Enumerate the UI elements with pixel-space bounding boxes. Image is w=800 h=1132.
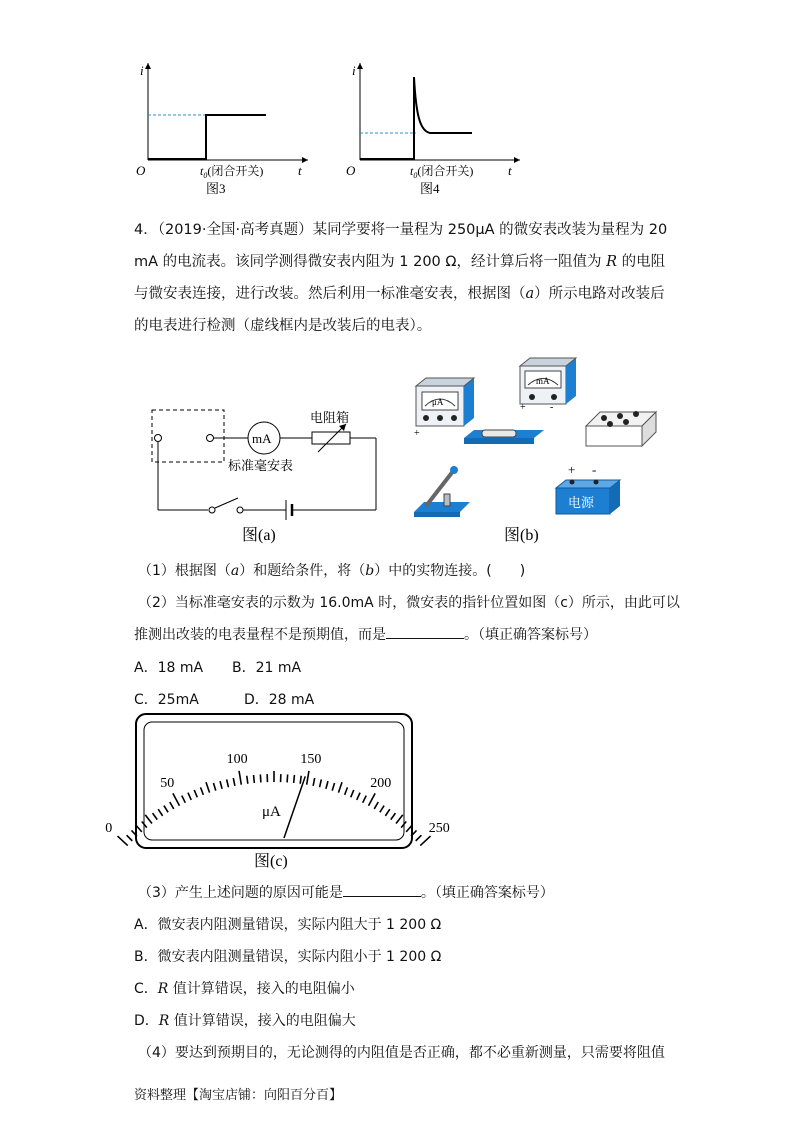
knife-switch-icon bbox=[414, 466, 470, 517]
meter-tick bbox=[260, 774, 261, 782]
meter-tick bbox=[300, 776, 301, 784]
option-2a: A．18 mA bbox=[134, 660, 204, 676]
graph-4-caption: 图4 bbox=[420, 181, 440, 196]
figure-c-meter bbox=[105, 712, 450, 872]
figure-a-circuit bbox=[140, 398, 390, 548]
figure-c-caption: 图(c) bbox=[254, 853, 288, 870]
ma-meter-label: mA bbox=[252, 431, 272, 446]
meter-tick bbox=[247, 776, 248, 784]
meter-tick bbox=[287, 774, 288, 782]
meter-tick-label: 250 bbox=[428, 820, 450, 836]
question-2-line-2: 推测出改装的电表量程不是预期值，而是 。（填正确答案标号） bbox=[134, 624, 597, 644]
current-curve bbox=[148, 115, 266, 159]
meter-tick-label: 150 bbox=[300, 752, 322, 768]
meter-tick-label: 50 bbox=[160, 775, 175, 791]
microammeter-icon bbox=[414, 378, 474, 439]
t-label: t bbox=[298, 163, 302, 178]
svg-text:+: + bbox=[520, 402, 526, 413]
milliammeter-icon bbox=[520, 358, 576, 413]
meter-tick-label: 200 bbox=[370, 775, 392, 791]
option-3d: D．R 值计算错误，接入的电阻偏大 bbox=[134, 1013, 356, 1029]
meter-tick bbox=[254, 775, 255, 783]
meter-tick bbox=[294, 775, 295, 783]
meter-tick bbox=[420, 836, 430, 846]
question-3: （3）产生上述问题的原因可能是 。（填正确答案标号） bbox=[138, 882, 554, 902]
option-2b: B．21 mA bbox=[232, 660, 302, 676]
problem-source: （2019·全国·高考真题） bbox=[157, 222, 313, 238]
option-3a: A．微安表内阻测量错误，实际内阻大于 1 200 Ω bbox=[134, 917, 442, 933]
meter-tick bbox=[416, 835, 422, 841]
figure-a-caption: 图(a) bbox=[242, 527, 276, 544]
footer-text: 资料整理【淘宝店铺：向阳百分百】 bbox=[134, 1088, 343, 1103]
graph-4 bbox=[338, 55, 528, 195]
question-1: （1）根据图（a）和题给条件，将（b）中的实物连接。( ) bbox=[138, 563, 526, 579]
meter-tick-label: 0 bbox=[105, 820, 113, 836]
svg-text:-: - bbox=[550, 402, 554, 413]
i-label: i bbox=[140, 63, 144, 78]
svg-text:+: + bbox=[568, 462, 576, 477]
i-label: i bbox=[352, 63, 356, 78]
svg-text:-: - bbox=[592, 462, 597, 477]
standard-meter-label: 标准毫安表 bbox=[228, 458, 294, 473]
option-2c: C．25mA bbox=[134, 692, 199, 708]
terminal-right bbox=[207, 435, 214, 442]
graph-3-caption: 图3 bbox=[206, 181, 226, 196]
power-supply-icon bbox=[556, 462, 620, 514]
power-supply-label: 电源 bbox=[568, 495, 595, 510]
meter-tick bbox=[127, 835, 133, 841]
resistor-box-icon bbox=[312, 432, 350, 444]
switch-icon bbox=[209, 507, 215, 513]
option-3c: C．R 值计算错误，接入的电阻偏小 bbox=[134, 981, 355, 997]
figure-b-caption: 图(b) bbox=[504, 527, 539, 544]
answer-blank-q2[interactable] bbox=[386, 624, 464, 639]
terminal-left bbox=[155, 435, 162, 442]
svg-text:μA: μA bbox=[432, 397, 444, 407]
t0-label: $t_0$(闭合开关) bbox=[200, 164, 264, 180]
problem-stem: 4．（2019·全国·高考真题）某同学要将一量程为 250μA 的微安表改装为量程为 20 mA 的电流表。该同学测得微安表内阻为 1 200 Ω，经计算后将一阻值为 R 的电阻与微安表连接，进行改装。然后利用一标准毫安表，根据图（a）所示电路对改装后的电表进行检测（虚线框内是改装后的电表）。 bbox=[134, 222, 668, 334]
origin-label: O bbox=[136, 163, 146, 178]
svg-text:mA: mA bbox=[536, 376, 550, 386]
svg-text:+: + bbox=[414, 428, 420, 439]
t0-label: $t_0$(闭合开关) bbox=[410, 164, 474, 180]
answer-blank-q3[interactable] bbox=[343, 882, 421, 897]
graph-3 bbox=[126, 55, 316, 195]
question-2-line-1: （2）当标准毫安表的示数为 16.0mA 时，微安表的指针位置如图（c）所示，由此可以 bbox=[138, 595, 680, 611]
resistance-box-icon bbox=[586, 411, 656, 446]
resistor-box-label: 电阻箱 bbox=[310, 410, 350, 425]
problem-number: 4． bbox=[134, 222, 158, 238]
question-4: （4）要达到预期目的，无论测得的内阻值是否正确，都不必重新测量，只需要将阻值 bbox=[138, 1045, 665, 1061]
option-2d: D．28 mA bbox=[244, 692, 315, 708]
t-label: t bbox=[508, 163, 512, 178]
resistor-icon bbox=[464, 430, 544, 444]
meter-unit: μA bbox=[262, 804, 281, 820]
figure-b-apparatus bbox=[408, 352, 668, 548]
current-curve bbox=[360, 77, 472, 159]
meter-tick bbox=[117, 836, 127, 846]
origin-label: O bbox=[346, 163, 356, 178]
option-3b: B．微安表内阻测量错误，实际内阻小于 1 200 Ω bbox=[134, 949, 442, 965]
meter-tick-label: 100 bbox=[226, 752, 248, 768]
